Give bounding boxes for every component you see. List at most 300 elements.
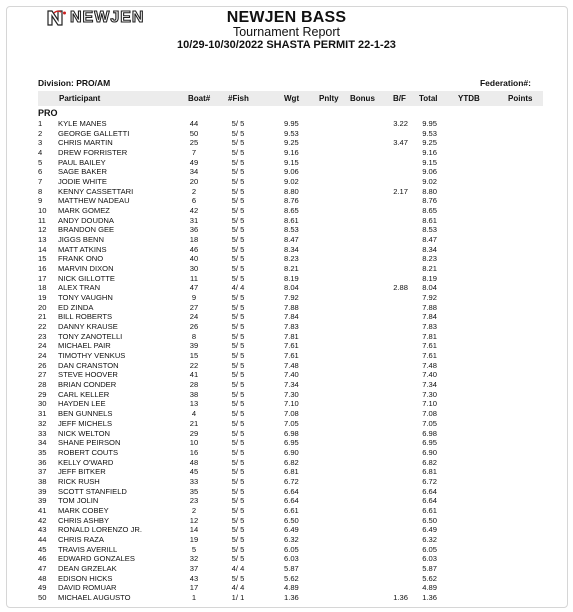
boat-cell: 24 bbox=[189, 312, 199, 322]
fish-cell: 5/ 5 bbox=[231, 438, 245, 448]
table-row bbox=[0, 545, 573, 555]
rank-cell: 8 bbox=[38, 186, 43, 196]
fish-cell: 5/ 5 bbox=[231, 457, 245, 467]
logo-wordmark: NEWJEN bbox=[70, 9, 145, 26]
weight-cell: 7.88 bbox=[284, 302, 299, 312]
weight-cell: 6.61 bbox=[284, 505, 299, 515]
table-row bbox=[0, 274, 573, 284]
fish-cell: 5/ 5 bbox=[231, 360, 245, 370]
participant-cell: BEN GUNNELS bbox=[58, 409, 113, 419]
total-cell: 6.95 bbox=[422, 438, 437, 448]
participant-cell: CHRIS MARTIN bbox=[58, 138, 113, 148]
weight-cell: 8.61 bbox=[284, 215, 299, 225]
table-row bbox=[0, 341, 573, 351]
fish-cell: 5/ 5 bbox=[231, 389, 245, 399]
rank-cell: 50 bbox=[38, 592, 47, 602]
rank-cell: 26 bbox=[38, 360, 47, 370]
table-row bbox=[0, 264, 573, 274]
fish-cell: 5/ 5 bbox=[231, 273, 245, 283]
table-row bbox=[0, 583, 573, 593]
rank-cell: 17 bbox=[38, 273, 47, 283]
total-cell: 6.90 bbox=[422, 447, 437, 457]
total-cell: 8.19 bbox=[422, 273, 437, 283]
rank-cell: 34 bbox=[38, 438, 47, 448]
rank-cell: 13 bbox=[38, 235, 47, 245]
table-row bbox=[0, 467, 573, 477]
fish-cell: 5/ 5 bbox=[231, 476, 245, 486]
boat-cell: 30 bbox=[189, 264, 199, 274]
rank-cell: 47 bbox=[38, 563, 47, 573]
report-title: NEWJEN BASS bbox=[226, 9, 347, 26]
boat-cell: 37 bbox=[189, 563, 199, 573]
participant-cell: MICHAEL AUGUSTO bbox=[58, 592, 131, 602]
table-row bbox=[0, 245, 573, 255]
boat-cell: 9 bbox=[191, 293, 197, 303]
rank-cell: 14 bbox=[38, 244, 47, 254]
weight-cell: 7.30 bbox=[284, 389, 299, 399]
fish-cell: 5/ 5 bbox=[231, 573, 245, 583]
total-cell: 7.61 bbox=[422, 341, 437, 351]
total-cell: 9.95 bbox=[422, 119, 437, 128]
table-row bbox=[0, 206, 573, 216]
participant-cell: KENNY CASSETTARI bbox=[58, 186, 134, 196]
boat-cell: 10 bbox=[189, 438, 199, 448]
division-label: Division: PRO/AM bbox=[38, 78, 111, 88]
weight-cell: 6.98 bbox=[284, 428, 299, 438]
table-row bbox=[0, 196, 573, 206]
boat-cell: 42 bbox=[189, 206, 199, 216]
fish-cell: 5/ 5 bbox=[231, 244, 245, 254]
participant-cell: ANDY DOUDNA bbox=[58, 215, 114, 225]
participant-cell: ALEX TRAN bbox=[58, 283, 101, 293]
boat-cell: 13 bbox=[189, 399, 199, 409]
weight-cell: 9.95 bbox=[284, 119, 299, 128]
participant-cell: DAVID ROMUAR bbox=[58, 583, 117, 593]
weight-cell: 9.16 bbox=[284, 148, 299, 158]
total-cell: 6.82 bbox=[422, 457, 437, 467]
total-cell: 7.40 bbox=[422, 370, 437, 380]
fish-cell: 5/ 5 bbox=[231, 370, 245, 380]
boat-cell: 25 bbox=[189, 138, 199, 148]
table-row bbox=[0, 477, 573, 487]
participant-cell: KELLY O'WARD bbox=[58, 457, 114, 467]
rank-cell: 31 bbox=[38, 409, 47, 419]
rank-cell: 2 bbox=[38, 128, 43, 138]
rank-cell: 36 bbox=[38, 457, 47, 467]
participant-cell: MARK GOMEZ bbox=[58, 206, 110, 216]
total-cell: 8.80 bbox=[422, 186, 437, 196]
fish-cell: 5/ 5 bbox=[231, 418, 245, 428]
total-cell: 7.84 bbox=[422, 312, 437, 322]
rank-cell: 29 bbox=[38, 389, 47, 399]
weight-cell: 6.64 bbox=[284, 496, 299, 506]
participant-cell: NICK WELTON bbox=[58, 428, 111, 438]
weight-cell: 7.61 bbox=[284, 341, 299, 351]
table-row bbox=[0, 399, 573, 409]
weight-cell: 7.81 bbox=[284, 331, 299, 341]
rank-cell: 24 bbox=[38, 341, 47, 351]
boat-cell: 40 bbox=[189, 254, 199, 264]
participant-cell: CHRIS RAZA bbox=[58, 534, 104, 544]
participant-cell: DAN CRANSTON bbox=[58, 360, 119, 370]
table-row bbox=[0, 390, 573, 400]
fish-cell: 5/ 5 bbox=[231, 331, 245, 341]
weight-cell: 8.80 bbox=[284, 186, 299, 196]
weight-cell: 6.32 bbox=[284, 534, 299, 544]
fish-cell: 5/ 5 bbox=[231, 177, 245, 187]
fish-cell: 5/ 5 bbox=[231, 544, 245, 554]
weight-cell: 8.47 bbox=[284, 235, 299, 245]
boat-cell: 27 bbox=[189, 302, 199, 312]
table-row bbox=[0, 496, 573, 506]
boat-cell: 45 bbox=[189, 467, 199, 477]
boat-cell: 34 bbox=[189, 167, 199, 177]
fish-cell: 5/ 5 bbox=[231, 534, 245, 544]
table-row bbox=[0, 312, 573, 322]
total-cell: 8.21 bbox=[422, 264, 437, 274]
boat-cell: 39 bbox=[189, 341, 199, 351]
rank-cell: 39 bbox=[38, 486, 47, 496]
col-bf: B/F bbox=[393, 94, 406, 103]
total-cell: 7.30 bbox=[422, 389, 437, 399]
weight-cell: 9.02 bbox=[284, 177, 299, 187]
rank-cell: 42 bbox=[38, 515, 47, 525]
participant-cell: SCOTT STANFIELD bbox=[58, 486, 127, 496]
weight-cell: 9.25 bbox=[284, 138, 299, 148]
table-row bbox=[0, 419, 573, 429]
table-row bbox=[0, 138, 573, 148]
weight-cell: 6.64 bbox=[284, 486, 299, 496]
weight-cell: 9.53 bbox=[284, 128, 299, 138]
weight-cell: 8.23 bbox=[284, 254, 299, 264]
table-row bbox=[0, 177, 573, 187]
boat-cell: 49 bbox=[189, 157, 199, 167]
participant-cell: MATT ATKINS bbox=[58, 244, 107, 254]
boat-cell: 41 bbox=[189, 370, 199, 380]
fish-cell: 5/ 5 bbox=[231, 128, 245, 138]
total-cell: 8.47 bbox=[422, 235, 437, 245]
total-cell: 7.08 bbox=[422, 409, 437, 419]
weight-cell: 7.61 bbox=[284, 351, 299, 361]
boat-cell: 2 bbox=[191, 186, 197, 196]
total-cell: 9.02 bbox=[422, 177, 437, 187]
total-cell: 4.89 bbox=[422, 583, 437, 593]
table-row bbox=[0, 148, 573, 158]
total-cell: 6.05 bbox=[422, 544, 437, 554]
boat-cell: 32 bbox=[189, 554, 199, 564]
fish-cell: 5/ 5 bbox=[231, 206, 245, 216]
boat-cell: 38 bbox=[189, 389, 199, 399]
boat-cell: 21 bbox=[189, 418, 199, 428]
rank-cell: 19 bbox=[38, 293, 47, 303]
participant-cell: KYLE MANES bbox=[58, 119, 107, 128]
participant-cell: NICK GILLOTTE bbox=[58, 273, 115, 283]
weight-cell: 6.82 bbox=[284, 457, 299, 467]
boat-cell: 50 bbox=[189, 128, 199, 138]
participant-cell: EDISON HICKS bbox=[58, 573, 113, 583]
participant-cell: JIGGS BENN bbox=[58, 235, 104, 245]
fish-cell: 5/ 5 bbox=[231, 235, 245, 245]
participant-cell: PAUL BAILEY bbox=[58, 157, 106, 167]
rank-cell: 6 bbox=[38, 167, 43, 177]
total-cell: 1.36 bbox=[422, 592, 437, 602]
fish-cell: 5/ 5 bbox=[231, 293, 245, 303]
table-row bbox=[0, 361, 573, 371]
boat-cell: 29 bbox=[189, 428, 199, 438]
boat-cell: 18 bbox=[189, 235, 199, 245]
col-boat: Boat# bbox=[188, 94, 211, 103]
col-total: Total bbox=[419, 94, 438, 103]
rank-cell: 30 bbox=[38, 399, 47, 409]
table-row bbox=[0, 487, 573, 497]
table-row bbox=[0, 351, 573, 361]
weight-cell: 7.34 bbox=[284, 380, 299, 390]
rank-cell: 28 bbox=[38, 380, 47, 390]
table-row bbox=[0, 409, 573, 419]
total-cell: 7.05 bbox=[422, 418, 437, 428]
participant-cell: RICK RUSH bbox=[58, 476, 100, 486]
big-fish-cell: 2.17 bbox=[393, 186, 408, 196]
boat-cell: 15 bbox=[189, 351, 199, 361]
participant-cell: DREW FORRISTER bbox=[58, 148, 128, 158]
table-row bbox=[0, 293, 573, 303]
fish-cell: 5/ 5 bbox=[231, 119, 245, 128]
boat-cell: 7 bbox=[191, 148, 197, 158]
fish-cell: 5/ 5 bbox=[231, 351, 245, 361]
rank-cell: 1 bbox=[38, 119, 43, 128]
col-wgt: Wgt bbox=[284, 94, 300, 103]
participant-cell: SHANE PEIRSON bbox=[58, 438, 121, 448]
fish-cell: 5/ 5 bbox=[231, 515, 245, 525]
weight-cell: 7.84 bbox=[284, 312, 299, 322]
total-cell: 6.50 bbox=[422, 515, 437, 525]
total-cell: 8.23 bbox=[422, 254, 437, 264]
weight-cell: 8.53 bbox=[284, 225, 299, 235]
big-fish-cell: 1.36 bbox=[393, 592, 408, 602]
boat-cell: 26 bbox=[189, 322, 199, 332]
boat-cell: 1 bbox=[191, 592, 197, 602]
total-cell: 7.92 bbox=[422, 293, 437, 303]
fish-cell: 5/ 5 bbox=[231, 341, 245, 351]
weight-cell: 6.49 bbox=[284, 525, 299, 535]
boat-cell: 12 bbox=[189, 515, 199, 525]
rank-cell: 23 bbox=[38, 331, 47, 341]
weight-cell: 7.08 bbox=[284, 409, 299, 419]
boat-cell: 44 bbox=[189, 119, 199, 128]
total-cell: 8.61 bbox=[422, 215, 437, 225]
participant-cell: STEVE HOOVER bbox=[58, 370, 118, 380]
weight-cell: 6.95 bbox=[284, 438, 299, 448]
total-cell: 7.48 bbox=[422, 360, 437, 370]
column-header-row bbox=[38, 91, 543, 106]
boat-cell: 11 bbox=[190, 273, 198, 283]
fish-cell: 5/ 5 bbox=[231, 186, 245, 196]
total-cell: 8.04 bbox=[422, 283, 437, 293]
rank-cell: 15 bbox=[38, 254, 47, 264]
rank-cell: 32 bbox=[38, 418, 47, 428]
table-row bbox=[0, 535, 573, 545]
total-cell: 7.88 bbox=[422, 302, 437, 312]
big-fish-cell: 3.47 bbox=[393, 138, 408, 148]
weight-cell: 8.34 bbox=[284, 244, 299, 254]
rank-cell: 10 bbox=[38, 206, 47, 216]
weight-cell: 7.05 bbox=[284, 418, 299, 428]
participant-cell: GEORGE GALLETTI bbox=[58, 128, 130, 138]
boat-cell: 31 bbox=[189, 215, 199, 225]
participant-cell: RONALD LORENZO JR. bbox=[58, 525, 142, 535]
weight-cell: 1.36 bbox=[284, 592, 299, 602]
rank-cell: 21 bbox=[38, 312, 47, 322]
weight-cell: 6.05 bbox=[284, 544, 299, 554]
event-name: 10/29-10/30/2022 SHASTA PERMIT 22-1-23 bbox=[177, 39, 396, 51]
rank-cell: 44 bbox=[38, 534, 47, 544]
total-cell: 6.03 bbox=[422, 554, 437, 564]
fish-cell: 5/ 5 bbox=[231, 138, 245, 148]
total-cell: 6.64 bbox=[422, 486, 437, 496]
rank-cell: 11 bbox=[38, 215, 46, 225]
boat-cell: 14 bbox=[189, 525, 199, 535]
table-row bbox=[0, 225, 573, 235]
boat-cell: 4 bbox=[191, 409, 197, 419]
participant-cell: TIMOTHY VENKUS bbox=[58, 351, 126, 361]
weight-cell: 7.83 bbox=[284, 322, 299, 332]
boat-cell: 23 bbox=[189, 496, 199, 506]
fish-cell: 5/ 5 bbox=[231, 554, 245, 564]
col-participant: Participant bbox=[59, 94, 101, 103]
participant-cell: ROBERT COUTS bbox=[58, 447, 119, 457]
table-row bbox=[0, 593, 573, 603]
fish-cell: 5/ 5 bbox=[231, 148, 245, 158]
total-cell: 8.34 bbox=[422, 244, 437, 254]
fish-cell: 5/ 5 bbox=[231, 399, 245, 409]
total-cell: 7.34 bbox=[422, 380, 437, 390]
fish-cell: 4/ 4 bbox=[231, 583, 245, 593]
table-row bbox=[0, 216, 573, 226]
boat-cell: 17 bbox=[189, 583, 199, 593]
weight-cell: 6.72 bbox=[284, 476, 299, 486]
fish-cell: 5/ 5 bbox=[231, 467, 245, 477]
table-row bbox=[0, 158, 573, 168]
weight-cell: 5.87 bbox=[284, 563, 299, 573]
results-table bbox=[0, 119, 573, 603]
table-row bbox=[0, 187, 573, 197]
weight-cell: 6.50 bbox=[284, 515, 299, 525]
boat-cell: 35 bbox=[189, 486, 199, 496]
table-row bbox=[0, 322, 573, 332]
participant-cell: FRANK ONO bbox=[58, 254, 104, 264]
total-cell: 5.62 bbox=[422, 573, 437, 583]
federation-label: Federation#: bbox=[479, 78, 531, 88]
table-row bbox=[0, 564, 573, 574]
table-row bbox=[0, 438, 573, 448]
total-cell: 6.61 bbox=[422, 505, 437, 515]
weight-cell: 8.04 bbox=[284, 283, 299, 293]
boat-cell: 36 bbox=[189, 225, 199, 235]
participant-cell: EDWARD GONZALES bbox=[58, 554, 135, 564]
table-row bbox=[0, 429, 573, 439]
participant-cell: TONY ZANOTELLI bbox=[58, 331, 123, 341]
boat-cell: 5 bbox=[191, 544, 197, 554]
col-pnlty: Pnlty bbox=[319, 94, 339, 103]
fish-cell: 4/ 4 bbox=[231, 563, 245, 573]
fish-cell: 1/ 1 bbox=[231, 592, 245, 602]
boat-cell: 48 bbox=[189, 457, 199, 467]
table-row bbox=[0, 370, 573, 380]
fish-cell: 5/ 5 bbox=[231, 196, 245, 206]
participant-cell: TRAVIS AVERILL bbox=[58, 544, 118, 554]
fish-cell: 5/ 5 bbox=[231, 380, 245, 390]
total-cell: 6.64 bbox=[422, 496, 437, 506]
rank-cell: 37 bbox=[38, 467, 47, 477]
participant-cell: SAGE BAKER bbox=[58, 167, 107, 177]
rank-cell: 46 bbox=[38, 554, 47, 564]
weight-cell: 7.40 bbox=[284, 370, 299, 380]
fish-cell: 5/ 5 bbox=[231, 505, 245, 515]
boat-cell: 16 bbox=[189, 447, 199, 457]
weight-cell: 5.62 bbox=[284, 573, 299, 583]
participant-cell: TOM JOLIN bbox=[58, 496, 99, 506]
total-cell: 6.98 bbox=[422, 428, 437, 438]
rank-cell: 24 bbox=[38, 351, 47, 361]
boat-cell: 43 bbox=[189, 573, 199, 583]
boat-cell: 28 bbox=[189, 380, 199, 390]
section-label: PRO bbox=[38, 108, 58, 118]
total-cell: 6.32 bbox=[422, 534, 437, 544]
total-cell: 9.15 bbox=[422, 157, 437, 167]
boat-cell: 22 bbox=[189, 360, 199, 370]
table-row bbox=[0, 119, 573, 129]
total-cell: 7.10 bbox=[422, 399, 437, 409]
rank-cell: 16 bbox=[38, 264, 47, 274]
participant-cell: MARVIN DIXON bbox=[58, 264, 114, 274]
table-row bbox=[0, 525, 573, 535]
boat-cell: 6 bbox=[191, 196, 197, 206]
table-row bbox=[0, 380, 573, 390]
rank-cell: 9 bbox=[38, 196, 43, 206]
boat-cell: 8 bbox=[191, 331, 197, 341]
fish-cell: 5/ 5 bbox=[231, 225, 245, 235]
total-cell: 6.81 bbox=[422, 467, 437, 477]
rank-cell: 20 bbox=[38, 302, 47, 312]
table-row bbox=[0, 129, 573, 139]
rank-cell: 3 bbox=[38, 138, 43, 148]
total-cell: 6.72 bbox=[422, 476, 437, 486]
rank-cell: 7 bbox=[38, 177, 43, 187]
participant-cell: MATTHEW NADEAU bbox=[58, 196, 130, 206]
rank-cell: 41 bbox=[38, 505, 47, 515]
table-row bbox=[0, 235, 573, 245]
fish-cell: 5/ 5 bbox=[231, 254, 245, 264]
table-row bbox=[0, 506, 573, 516]
total-cell: 9.25 bbox=[422, 138, 437, 148]
fish-cell: 5/ 5 bbox=[231, 496, 245, 506]
total-cell: 8.53 bbox=[422, 225, 437, 235]
weight-cell: 9.06 bbox=[284, 167, 299, 177]
boat-cell: 47 bbox=[189, 283, 199, 293]
participant-cell: BRANDON GEE bbox=[58, 225, 115, 235]
fish-cell: 5/ 5 bbox=[231, 312, 245, 322]
fish-cell: 5/ 5 bbox=[231, 409, 245, 419]
fish-cell: 5/ 5 bbox=[231, 447, 245, 457]
total-cell: 8.76 bbox=[422, 196, 437, 206]
boat-cell: 20 bbox=[189, 177, 199, 187]
rank-cell: 48 bbox=[38, 573, 47, 583]
fish-cell: 5/ 5 bbox=[231, 428, 245, 438]
col-points: Points bbox=[508, 94, 533, 103]
rank-cell: 35 bbox=[38, 447, 47, 457]
participant-cell: CARL KELLER bbox=[58, 389, 110, 399]
fish-cell: 5/ 5 bbox=[231, 167, 245, 177]
